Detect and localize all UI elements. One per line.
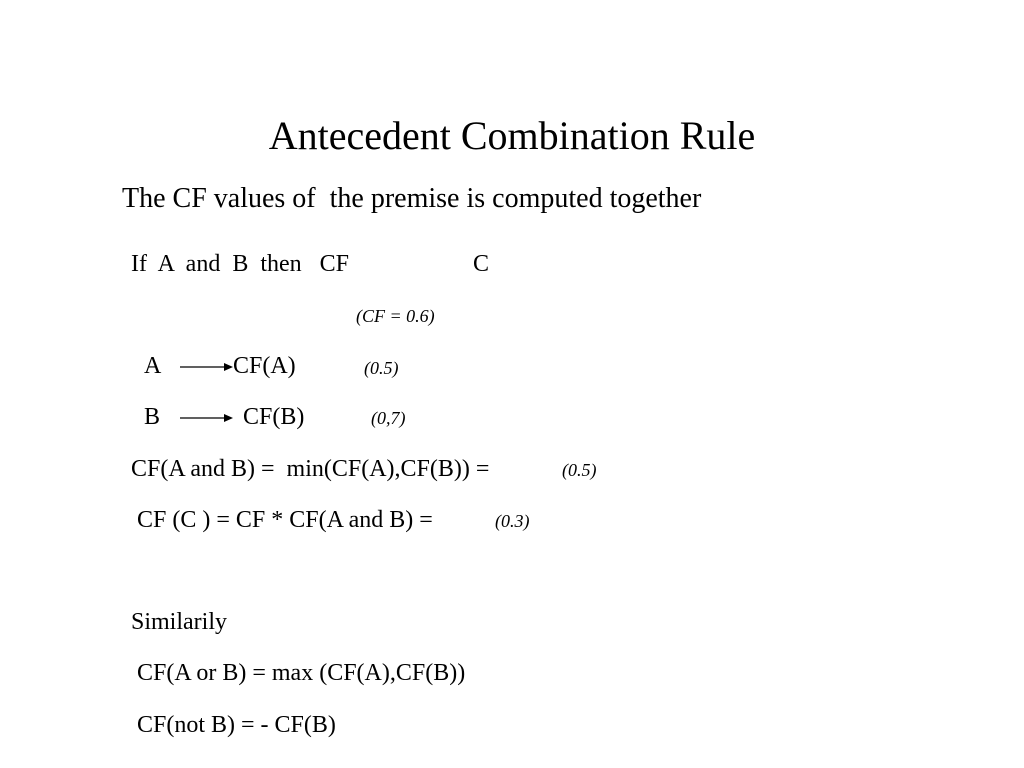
conclusion-formula: CF (C ) = CF * CF(A and B) = xyxy=(137,507,433,533)
combined-formula: CF(A and B) = min(CF(A),CF(B)) = xyxy=(131,456,490,482)
combined-result: (0.5) xyxy=(562,460,597,480)
premise-b-label: B xyxy=(144,404,161,430)
arrow-a-icon xyxy=(180,360,234,374)
arrow-b-icon xyxy=(180,411,234,425)
or-rule: CF(A or B) = max (CF(A),CF(B)) xyxy=(137,660,466,686)
conclusion-result: (0.3) xyxy=(495,511,530,531)
premise-b-cf: (0,7) xyxy=(371,408,406,428)
premise-a-value: CF(A) xyxy=(233,353,296,379)
rule-text: If A and B then CF xyxy=(131,251,350,277)
rule-cf-note: (CF = 0.6) xyxy=(356,306,435,326)
premise-a-label: A xyxy=(144,353,162,379)
slide-title: Antecedent Combination Rule xyxy=(268,113,756,158)
not-rule: CF(not B) = - CF(B) xyxy=(137,712,336,738)
premise-b-value: CF(B) xyxy=(243,404,305,430)
similarly-heading: Similarily xyxy=(131,609,227,635)
slide-subtitle: The CF values of the premise is computed together xyxy=(122,183,702,214)
rule-conclusion: C xyxy=(473,251,490,277)
premise-a-cf: (0.5) xyxy=(364,358,399,378)
